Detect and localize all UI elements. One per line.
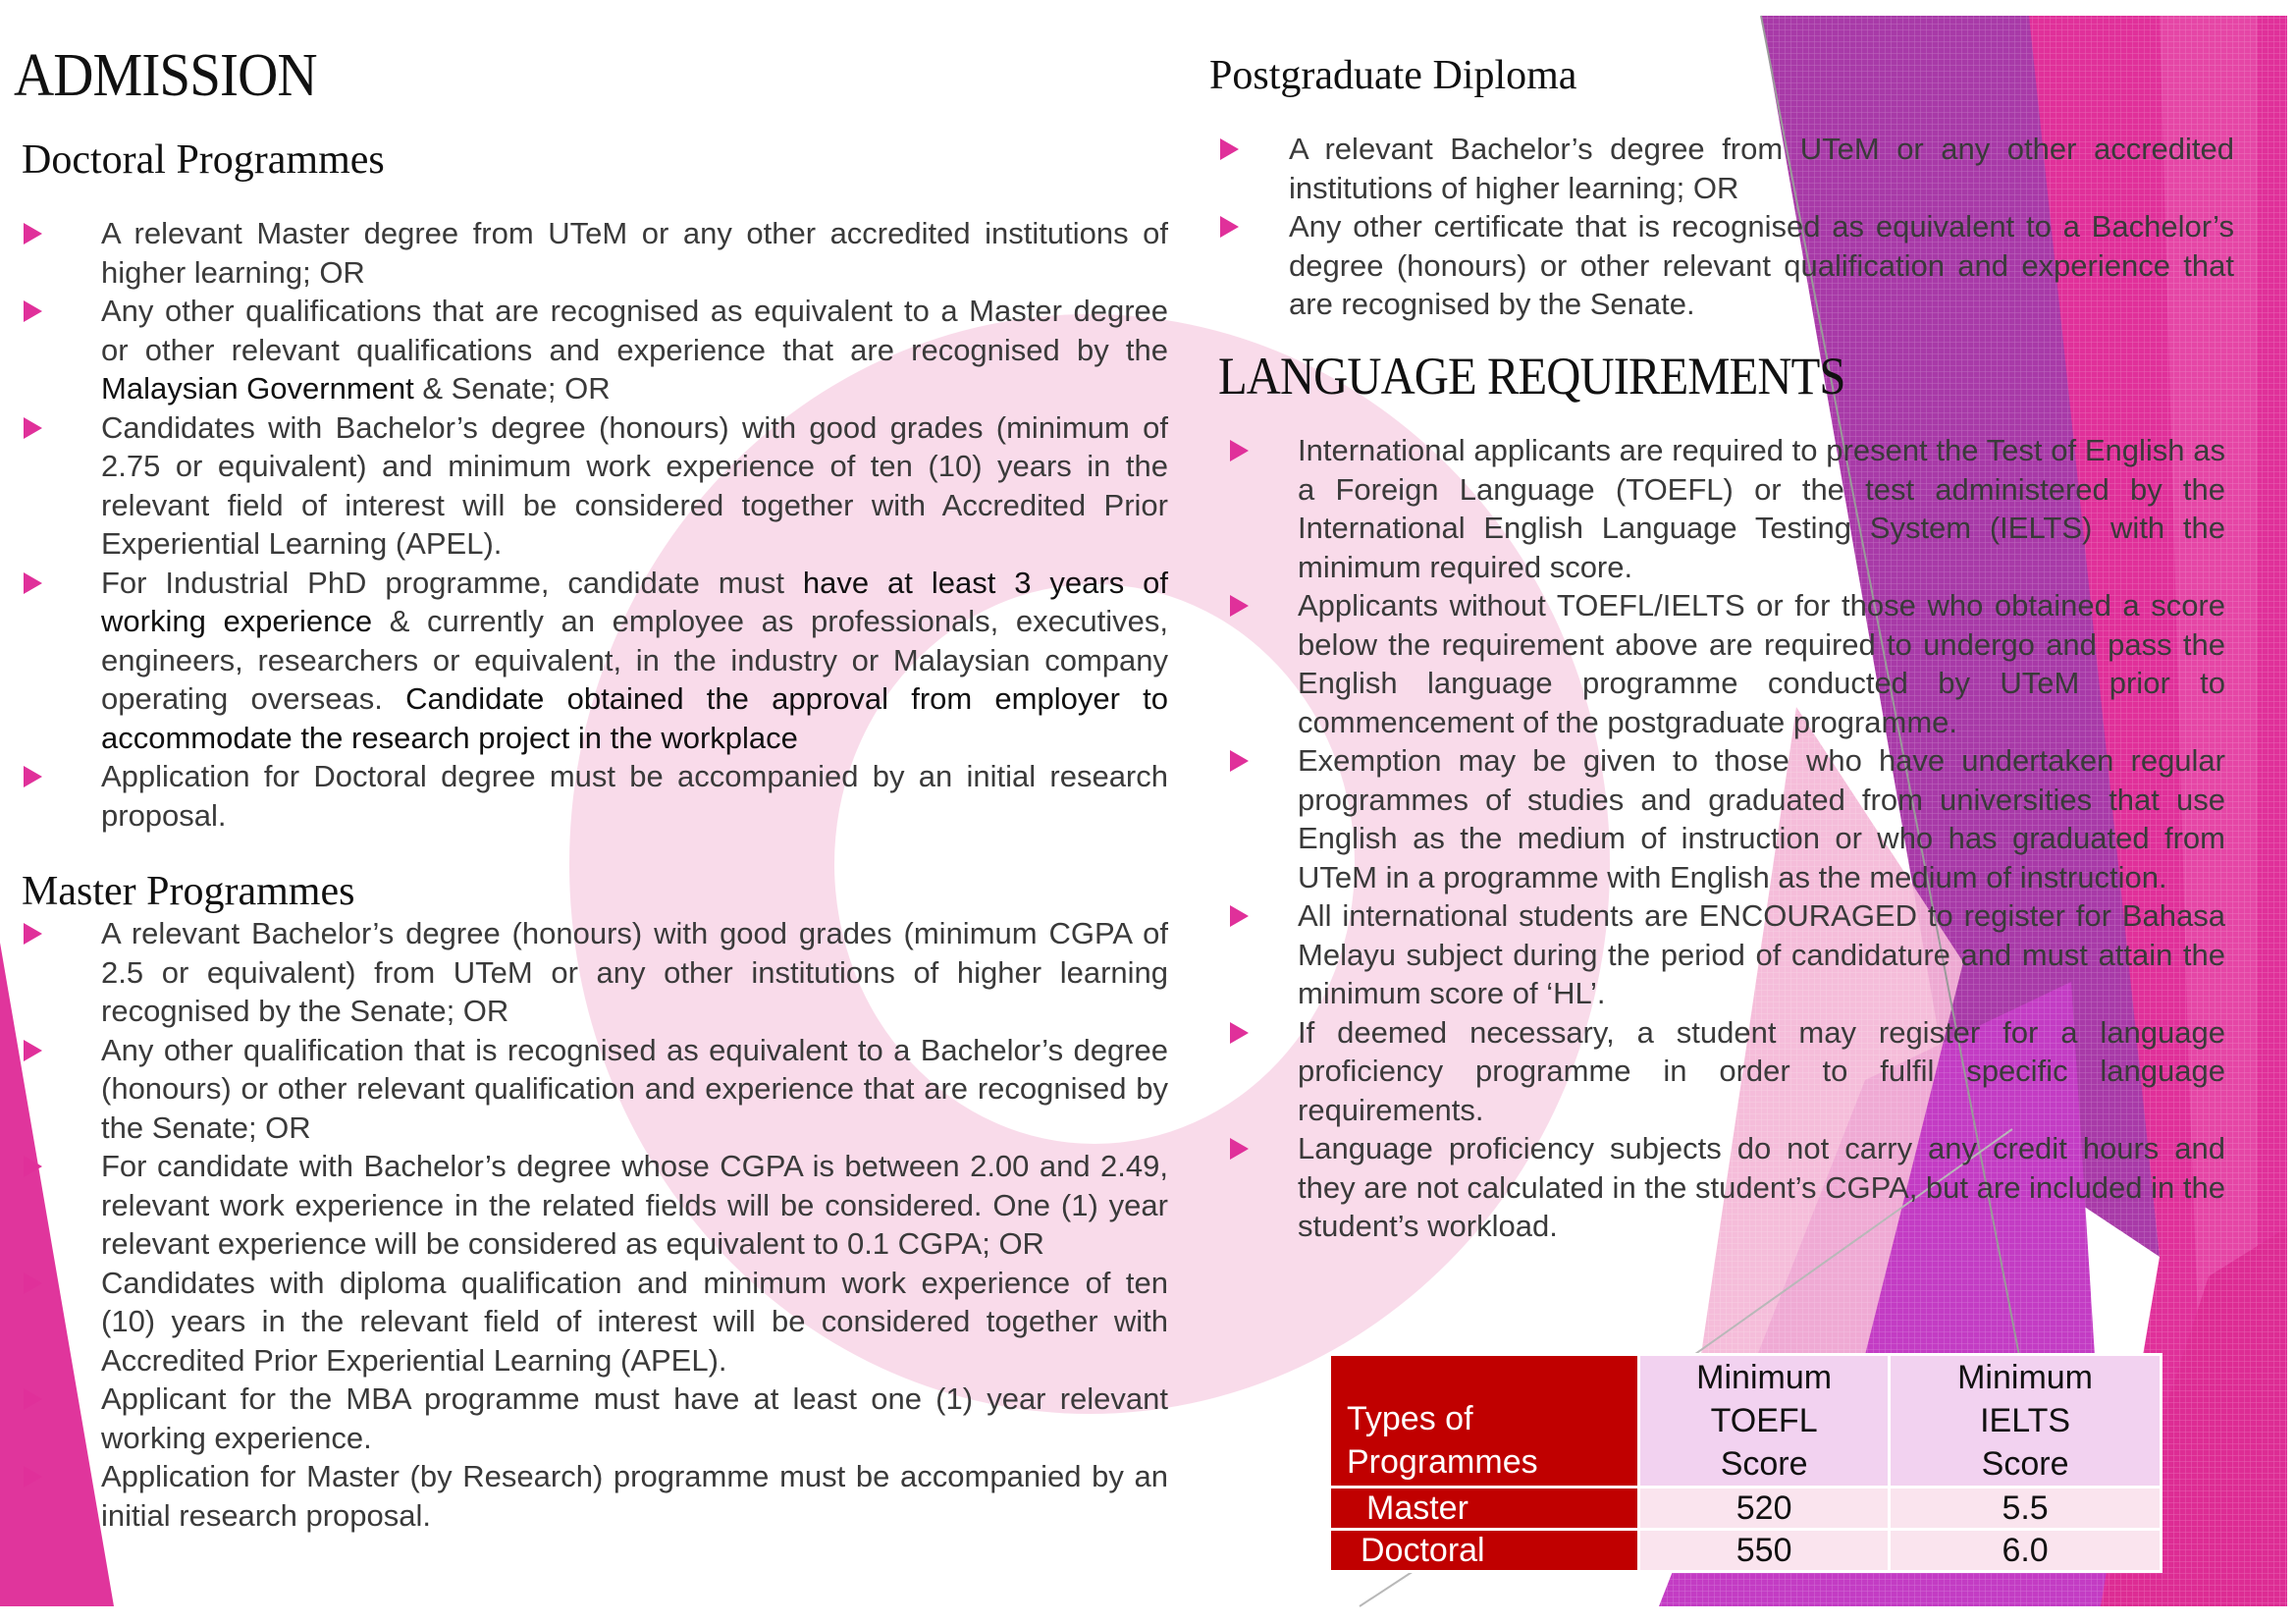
header-text: Minimum [1957,1359,2094,1396]
list-item-text: Applicants without TOEFL/IELTS or for those who obtained a score below the requirement above are required to undergo and pass the English language programme conducted by UTeM prior to commencement of the postgraduate programme. [1298,588,2225,739]
list-item [0,1031,1168,1148]
bullet-arrow-icon [24,1388,42,1410]
header-text: TOEFL [1710,1402,1818,1439]
row-ielts: 5.5 [1890,1488,2162,1530]
bullet-arrow-icon [24,1040,42,1061]
list-item-text: Application for Doctoral degree must be accompanied by an initial research proposal. [101,759,1168,833]
postgraduate-diploma-heading: Postgraduate Diploma [1209,53,1577,98]
list-item-text: A relevant Bachelor’s degree (honours) with good grades (minimum CGPA of 2.5 or equivalent) from UTeM or any other institutions of higher learning recognised by the Senate; OR [101,916,1168,1028]
list-item-text: Applicant for the MBA programme must have at least one (1) year relevant working experience. [101,1381,1168,1455]
bullet-arrow-icon [24,1466,42,1488]
master-heading: Master Programmes [22,869,355,914]
header-text: Score [1720,1445,1808,1483]
list-item [0,1380,1168,1457]
list-item-text: Any other certificate that is recognised as equivalent to a Bachelor’s degree (honours) or other relevant qualification and experience that are recognised by the Senate. [1289,209,2234,321]
list-item [0,564,1168,758]
list-item-text: If deemed necessary, a student may register for a language proficiency programme in order to fulfil specific language requirements. [1298,1014,2225,1127]
list-item-text: Candidates with Bachelor’s degree (honours) with good grades (minimum of 2.75 or equivalent) and minimum work experience of ten (10) years in the relevant field of interest will be considered together with Accredited Prior Experiential Learning (APEL). [101,409,1168,561]
row-type: Doctoral [1330,1530,1639,1572]
list-item [1218,741,2225,896]
bullet-arrow-icon [24,417,42,439]
header-text: Minimum [1696,1359,1833,1396]
list-item [0,1457,1168,1535]
bullet-arrow-icon [1230,750,1249,772]
header-text: Score [1981,1445,2069,1483]
bullet-arrow-icon [1230,595,1249,617]
doctoral-heading: Doctoral Programmes [22,137,385,183]
master-list [0,914,1168,1535]
language-requirements-heading: LANGUAGE REQUIREMENTS [1218,347,1845,406]
bullet-arrow-icon [24,923,42,945]
list-item-text: For candidate with Bachelor’s degree whose CGPA is between 2.00 and 2.49, relevant work experience in the related fields will be considered. One (1) year relevant experience will be considered as equivalent to 0.1 CGPA; OR [101,1149,1168,1261]
list-item [0,757,1168,835]
bullet-arrow-icon [1230,905,1249,927]
list-item-text: A relevant Bachelor’s degree from UTeM or any other accredited institutions of higher learning; OR [1289,132,2234,205]
row-toefl: 550 [1639,1530,1890,1572]
list-item [0,214,1168,292]
list-item [1209,207,2234,324]
diagonal-line-3 [1360,1571,1414,1606]
bullet-arrow-icon [24,572,42,594]
header-min-toefl [1639,1355,1890,1488]
row-type: Master [1330,1488,1639,1530]
list-item-text: & currently an employee as professionals, executives, engineers, researchers or equivalent, in the industry or Malaysian company operating overseas. [101,604,1168,716]
doctoral-list [0,214,1168,835]
table-header-row [1330,1355,2162,1488]
list-item-text: Candidates with diploma qualification and minimum work experience of ten (10) years in the relevant field of interest will be considered together with Accredited Prior Experiential Learning (APEL). [101,1265,1168,1378]
list-item [1218,1013,2225,1130]
list-item [0,1264,1168,1380]
bullet-arrow-icon [24,1156,42,1177]
emphasized-text: Malaysian Government [101,371,414,406]
bullet-arrow-icon [24,1272,42,1294]
bullet-arrow-icon [24,766,42,787]
list-item [0,1147,1168,1264]
header-min-ielts [1890,1355,2162,1488]
bullet-arrow-icon [24,223,42,244]
row-toefl: 520 [1639,1488,1890,1530]
list-item [0,914,1168,1031]
emphasized-text: Candidate obtained the approval from employer to accommodate the research project in the workplace [101,681,1168,755]
list-item-text: Exemption may be given to those who have undertaken regular programmes of studies and graduated from universities that use English as the medium of instruction or who has graduated from UTeM in a programme with English as the medium of instruction. [1298,743,2225,894]
list-item [1218,1129,2225,1246]
list-item-text: All international students are ENCOURAGED to register for Bahasa Melayu subject during the period of candidature and must attain the minimum score of ‘HL’. [1298,898,2225,1010]
list-item [1218,431,2225,586]
language-score-table [1328,1353,2163,1573]
header-text: Programmes [1347,1443,1538,1481]
postgraduate-diploma-list [1209,130,2234,324]
list-item-text: Application for Master (by Research) programme must be accompanied by an initial research proposal. [101,1459,1168,1533]
list-item-text: Any other qualification that is recognised as equivalent to a Bachelor’s degree (honours) or other relevant qualification and experience that are recognised by the Senate; OR [101,1032,1168,1145]
list-item [1218,896,2225,1013]
list-item [0,408,1168,564]
language-requirements-list [1218,431,2225,1246]
bullet-arrow-icon [24,300,42,322]
header-text: IELTS [1980,1402,2071,1439]
bullet-arrow-icon [1230,1138,1249,1160]
table-row [1330,1530,2162,1572]
list-item [1218,586,2225,741]
list-item-text: A relevant Master degree from UTeM or any other accredited institutions of higher learning; OR [101,216,1168,290]
list-item-text: & Senate; OR [413,371,611,406]
bullet-arrow-icon [1220,138,1239,160]
list-item [0,292,1168,408]
bullet-arrow-icon [1230,1022,1249,1044]
bullet-arrow-icon [1230,440,1249,461]
list-item-text: For Industrial PhD programme, candidate must [101,565,803,600]
header-text: Types of [1347,1400,1473,1437]
bullet-arrow-icon [1220,216,1239,238]
emphasized-text: have at least 3 years of working experience [101,565,1168,638]
list-item-text: International applicants are required to present the Test of English as a Foreign Language (TOEFL) or the test administered by the International English Language Testing System (IELTS) with the minimum required score. [1298,433,2225,584]
page-title: ADMISSION [14,42,317,109]
list-item [1209,130,2234,207]
row-ielts: 6.0 [1890,1530,2162,1572]
list-item-text: Language proficiency subjects do not carry any credit hours and they are not calculated in the student’s CGPA, but are included in the student’s workload. [1298,1131,2225,1243]
table-row [1330,1488,2162,1530]
header-types-of-programmes [1330,1355,1639,1488]
list-item-text: Any other qualifications that are recognised as equivalent to a Master degree or other relevant qualifications and experience that are recognised by the [101,294,1168,367]
